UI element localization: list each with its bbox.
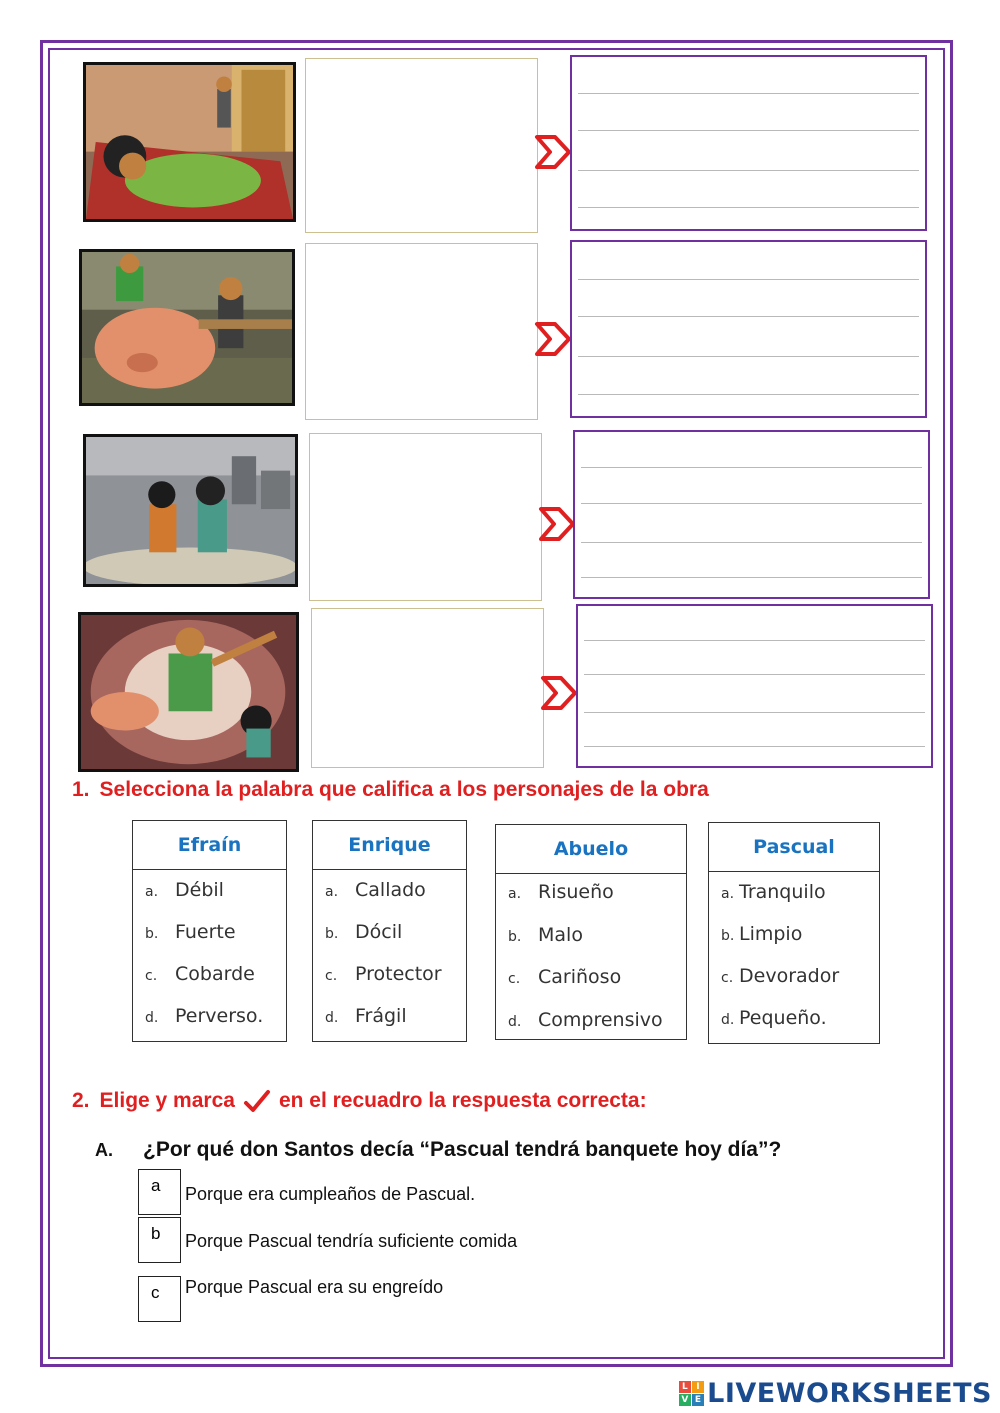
- writing-box-3[interactable]: [573, 430, 930, 599]
- arrow-right-icon: [539, 674, 579, 712]
- option-c[interactable]: c. Protector: [325, 963, 442, 985]
- character-title: Enrique: [313, 821, 466, 870]
- answer-text-c: Porque Pascual era su engreído: [185, 1277, 444, 1297]
- option-c[interactable]: c. Devorador: [721, 965, 840, 987]
- character-box-abuelo: [495, 824, 687, 1040]
- option-d[interactable]: d. Pequeño.: [721, 1007, 827, 1029]
- scene-picture-1: [83, 62, 296, 222]
- option-c[interactable]: c. Cariñoso: [508, 966, 622, 988]
- option-d[interactable]: d. Perverso.: [145, 1005, 264, 1027]
- drawing-box-1[interactable]: [305, 58, 538, 233]
- drawing-box-2[interactable]: [305, 243, 538, 420]
- question-2-number: 2.: [72, 1089, 90, 1112]
- scene-picture-3: [83, 434, 298, 587]
- option-a[interactable]: a. Tranquilo: [721, 881, 826, 903]
- question-2-text-after: en el recuadro la respuesta correcta:: [278, 1089, 647, 1112]
- character-box-pascual: [708, 822, 880, 1044]
- option-a[interactable]: a. Callado: [325, 879, 426, 901]
- option-b[interactable]: b. Limpio: [721, 923, 803, 945]
- drawing-box-4[interactable]: [311, 608, 544, 768]
- scene-picture-4: [78, 612, 299, 772]
- question-1-text: Selecciona la palabra que califica a los personajes de la obra: [99, 778, 709, 801]
- answer-checkbox-c[interactable]: c: [138, 1276, 181, 1322]
- question-2a: [95, 1138, 781, 1162]
- arrow-right-icon: [533, 320, 573, 358]
- drawing-box-3[interactable]: [309, 433, 542, 601]
- liveworksheets-icon: L I V E: [679, 1381, 704, 1406]
- answer-checkbox-a[interactable]: a: [138, 1169, 181, 1215]
- character-box-efrain: [132, 820, 287, 1042]
- logo-text: LIVEWORKSHEETS: [707, 1378, 992, 1409]
- writing-box-4[interactable]: [576, 604, 933, 768]
- character-title: Pascual: [709, 823, 879, 872]
- question-2-heading: [72, 1088, 647, 1114]
- option-d[interactable]: d. Comprensivo: [508, 1009, 663, 1031]
- option-c[interactable]: c. Cobarde: [145, 963, 255, 985]
- character-title: Efraín: [133, 821, 286, 870]
- liveworksheets-logo: [679, 1378, 992, 1409]
- character-title: Abuelo: [496, 825, 686, 874]
- question-2a-text: ¿Por qué don Santos decía “Pascual tendrá banquete hoy día”?: [143, 1138, 782, 1161]
- arrow-right-icon: [537, 505, 577, 543]
- answer-text-b: Porque Pascual tendría suficiente comida: [185, 1231, 518, 1251]
- question-2a-label: A.: [95, 1140, 113, 1160]
- arrow-right-icon: [533, 133, 573, 171]
- checkmark-icon: [243, 1088, 271, 1114]
- writing-box-2[interactable]: [570, 240, 927, 418]
- option-d[interactable]: d. Frágil: [325, 1005, 407, 1027]
- answer-checkbox-b[interactable]: b: [138, 1217, 181, 1263]
- option-b[interactable]: b. Fuerte: [145, 921, 236, 943]
- character-box-enrique: [312, 820, 467, 1042]
- option-b[interactable]: b. Dócil: [325, 921, 403, 943]
- question-2-text-before: Elige y marca: [99, 1089, 235, 1112]
- writing-box-1[interactable]: [570, 55, 927, 231]
- answer-text-a: Porque era cumpleaños de Pascual.: [185, 1184, 476, 1204]
- question-1-number: 1.: [72, 778, 90, 801]
- scene-picture-2: [79, 249, 295, 406]
- option-b[interactable]: b. Malo: [508, 924, 583, 946]
- question-1-heading: [72, 778, 709, 802]
- option-a[interactable]: a. Risueño: [508, 881, 614, 903]
- option-a[interactable]: a. Débil: [145, 879, 224, 901]
